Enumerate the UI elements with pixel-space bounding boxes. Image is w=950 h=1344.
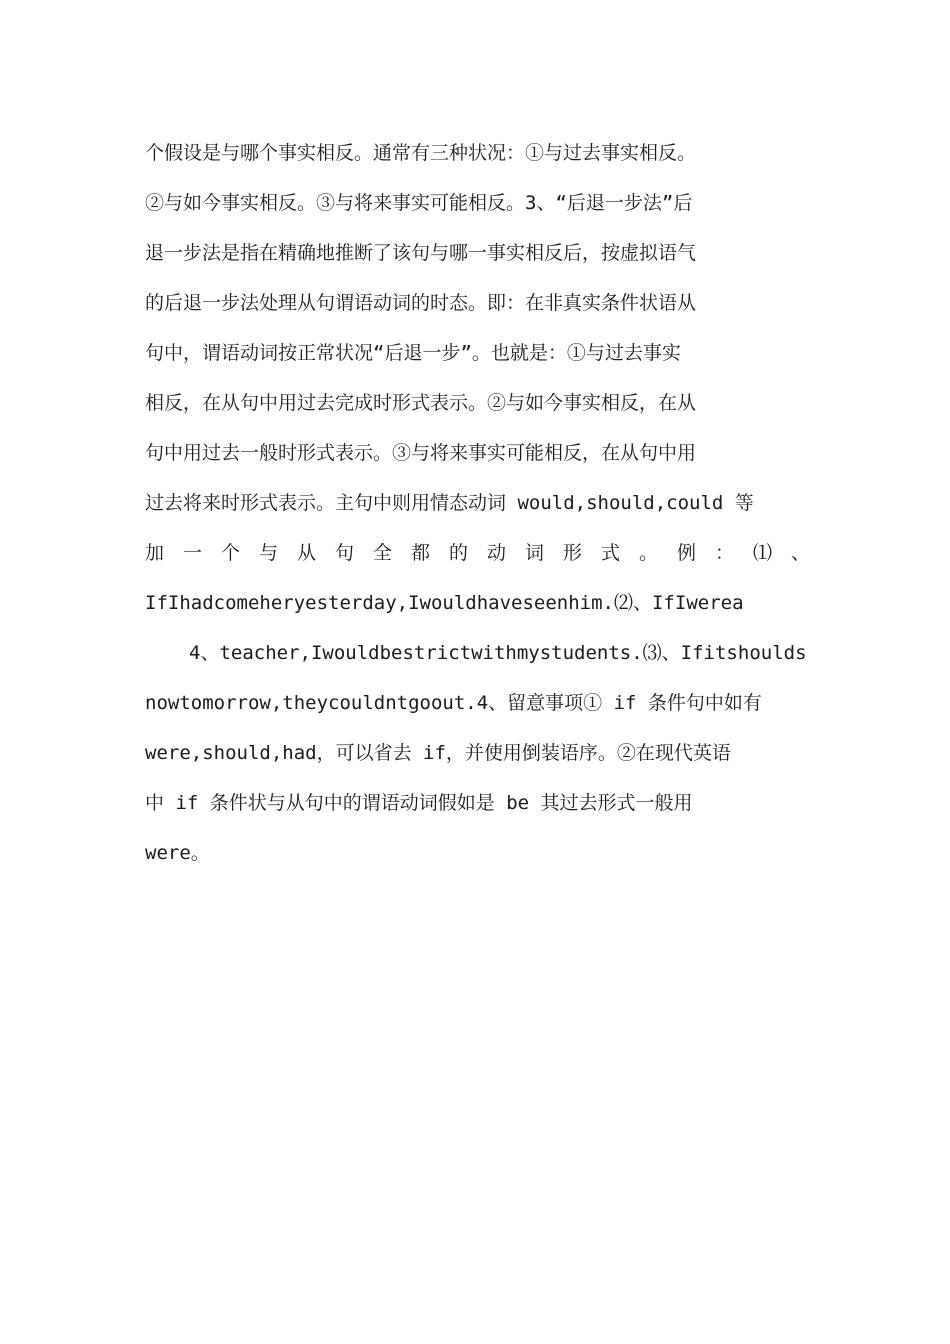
text-line: 退一步法是指在精确地推断了该句与哪一事实相反后，按虚拟语气 [145, 242, 697, 264]
text-line: 4、teacher,Iwouldbestrictwithmystudents.⑶、Ifitshoulds [189, 642, 807, 664]
text-line: 的后退一步法处理从句谓语动词的时态。即：在非真实条件状语从 [145, 292, 697, 314]
body-text [145, 128, 810, 878]
text-line: 句中用过去一般时形式表示。③与将来事实可能相反，在从句中用 [145, 442, 697, 464]
text-line: ②与如今事实相反。③与将来事实可能相反。3、“后退一步法”后 [145, 192, 693, 214]
text-line: IfIhadcomeheryesterday,Iwouldhaveseenhim.⑵、IfIwerea [145, 592, 744, 614]
text-line: nowtomorrow,theycouldntgoout.4、留意事项① if 条件句中如有 [145, 692, 762, 714]
text-line: 中 if 条件状与从句中的谓语动词假如是 be 其过去形式一般用 [145, 792, 693, 814]
text-line: were,should,had，可以省去 if，并使用倒装语序。②在现代英语 [145, 742, 731, 764]
text-line: 句中，谓语动词按正常状况“后退一步”。也就是：①与过去事实 [145, 342, 681, 364]
text-line: 个假设是与哪个事实相反。通常有三种状况：①与过去事实相反。 [145, 142, 697, 164]
text-line: were。 [145, 842, 210, 864]
text-line: 相反，在从句中用过去完成时形式表示。②与如今事实相反，在从 [145, 392, 697, 414]
text-line: 过去将来时形式表示。主句中则用情态动词 would,should,could 等 [145, 492, 754, 514]
text-line: 加 一 个 与 从 句 全 都 的 动 词 形 式 。 例 ： ⑴ 、 [145, 542, 810, 564]
